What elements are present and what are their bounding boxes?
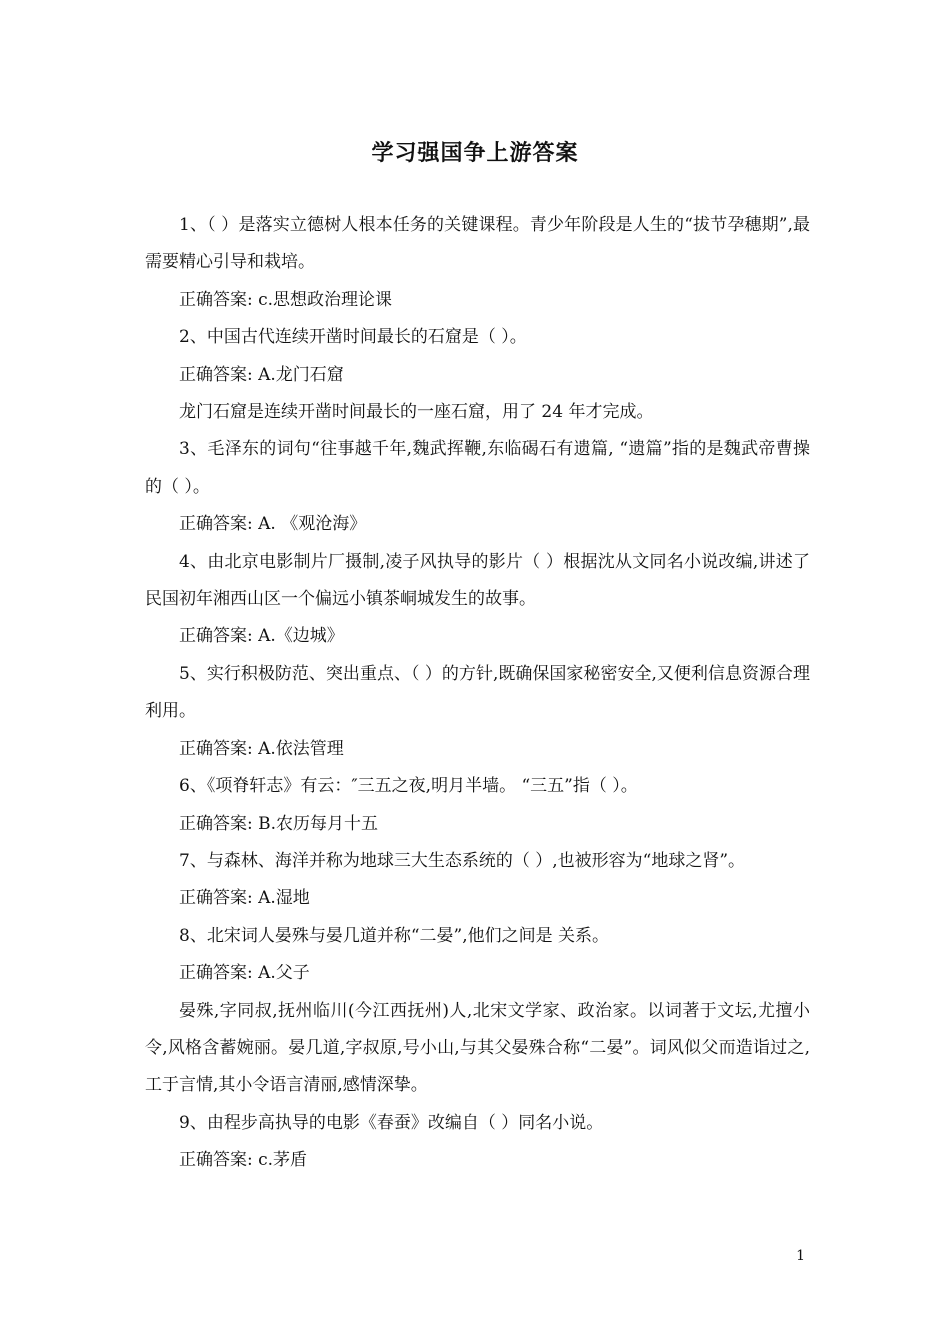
page-number: 1 [796,1248,805,1264]
question-1: 1、（ ）是落实立德树人根本任务的关键课程。青少年阶段是人生的“拔节孕穗期”,最需要精心引导和栽培。 [145,215,810,273]
question-5: 5、实行积极防范、突出重点、（ ）的方针,既确保国家秘密安全,又便利信息资源合理利用。 [145,663,810,722]
answer-8: 正确答案: A.父子 [179,963,310,984]
explanation-2: 龙门石窟是连续开凿时间最长的一座石窟，用了 24 年才完成。 [179,402,654,423]
answer-6: 正确答案: B.农历每月十五 [179,813,379,834]
question-4: 4、由北京电影制片厂摄制,凌子风执导的影片（ ）根据沈从文同名小说改编,讲述了民国初年湘西山区一个偏远小镇茶峒城发生的故事。 [145,551,810,610]
answer-9: 正确答案: c.茅盾 [179,1150,308,1171]
answer-7: 正确答案: A.湿地 [179,888,310,909]
question-2: 2、中国古代连续开凿时间最长的石窟是（ ）。 [179,327,527,348]
answer-2: 正确答案: A.龙门石窟 [179,364,344,385]
explanation-8: 晏殊,字同叔,抚州临川(今江西抚州)人,北宋文学家、政治家。以词著于文坛,尤擅小令,风格含蓄婉丽。晏几道,字叔原,号小山,与其父晏殊合称“二晏”。词风似父而造诣过之,工于言情,其小令语言清丽,感情深挚。 [145,1000,810,1096]
question-3: 3、毛泽东的词句“往事越千年,魏武挥鞭,东临碣石有遗篇, “遗篇”指的是魏武帝曹操的（ ）。 [145,439,810,497]
answer-4: 正确答案: A.《边城》 [179,626,344,647]
answer-5: 正确答案: A.依法管理 [179,738,344,759]
question-9: 9、由程步高执导的电影《春蚕》改编自（ ）同名小说。 [179,1112,604,1133]
answer-3: 正确答案: A. 《观沧海》 [179,514,367,535]
question-6: 6、《项脊轩志》有云：″三五之夜,明月半墙。 “三五”指（ ）。 [179,776,638,797]
question-8: 8、北宋词人晏殊与晏几道并称“二晏”,他们之间是 关系。 [179,925,610,946]
question-7: 7、与森林、海洋并称为地球三大生态系统的（ ）,也被形容为“地球之肾”。 [179,850,746,871]
document-title: 学习强国争上游答案 [371,141,579,166]
answer-1: 正确答案: c.思想政治理论课 [179,289,393,310]
document-body [145,207,810,1180]
